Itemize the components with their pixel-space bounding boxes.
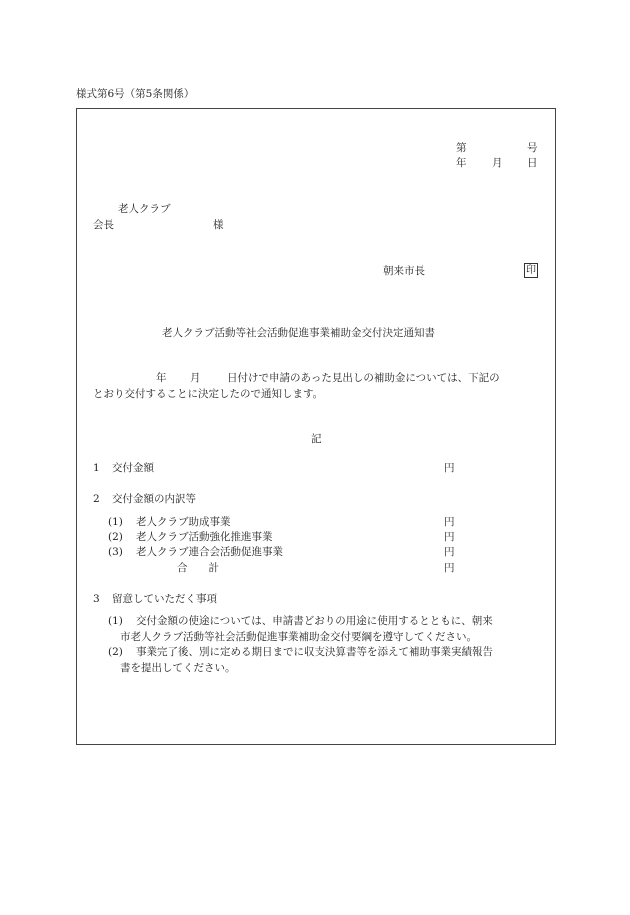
body-date-month: 月: [190, 372, 201, 384]
body-line1: 日付けで申請のあった見出しの補助金については、下記の: [227, 372, 500, 384]
section3-label: 留意していただく事項: [112, 593, 217, 605]
section1-unit: 円: [444, 462, 455, 474]
recipient-sama: 様: [213, 219, 224, 231]
section2-item1-number: (1): [108, 516, 123, 528]
section2-item3-number: (3): [108, 546, 123, 558]
section3-item1-line1: 交付金額の使途については、申請書どおりの用途に使用するとともに、朝来: [136, 615, 493, 627]
doc-number-dai: 第: [456, 142, 467, 154]
seal-stamp: [524, 263, 538, 278]
date-year: 年: [456, 157, 467, 169]
section2-item2-label: 老人クラブ活動強化推進事業: [136, 531, 273, 543]
doc-number-go: 号: [527, 142, 538, 154]
section1-number: 1: [93, 462, 100, 474]
document-title: 老人クラブ活動等社会活動促進事業補助金交付決定通知書: [162, 327, 435, 339]
body-line2: とおり交付することに決定したので通知します。: [93, 388, 324, 400]
section3-item2-line1: 事業完了後、別に定める期日までに収支決算書等を添えて補助事業実績報告: [136, 646, 493, 658]
section2-item2-number: (2): [108, 531, 123, 543]
section3-item2-number: (2): [108, 646, 123, 658]
section3-number: 3: [93, 593, 100, 605]
section2-item3-label: 老人クラブ連合会活動促進事業: [136, 546, 283, 558]
seal-glyph: 印: [526, 265, 536, 276]
sender-mayor: 朝来市長: [383, 265, 425, 277]
section2-item1-label: 老人クラブ助成事業: [136, 516, 231, 528]
date-day: 日: [527, 157, 538, 169]
section1-label: 交付金額: [112, 462, 154, 474]
section3-item1-number: (1): [108, 615, 123, 627]
date-month: 月: [492, 157, 503, 169]
section2-item2-unit: 円: [444, 531, 455, 543]
section2-item1-unit: 円: [444, 516, 455, 528]
section2-total-label: 合 計: [177, 562, 219, 574]
section3-item1-line2: 市老人クラブ活動等社会活動促進事業補助金交付要綱を遵守してください。: [120, 631, 477, 643]
section2-item3-unit: 円: [444, 546, 455, 558]
section2-number: 2: [93, 493, 100, 505]
recipient-club: 老人クラブ: [118, 203, 171, 215]
section2-label: 交付金額の内訳等: [112, 493, 196, 505]
section2-total-unit: 円: [444, 562, 455, 574]
form-number: 様式第6号（第5条関係）: [76, 88, 195, 100]
body-date-year: 年: [156, 372, 167, 384]
ki-heading: 記: [311, 433, 322, 445]
recipient-chairman: 会長: [93, 219, 114, 231]
section3-item2-line2: 書を提出してください。: [120, 662, 236, 674]
